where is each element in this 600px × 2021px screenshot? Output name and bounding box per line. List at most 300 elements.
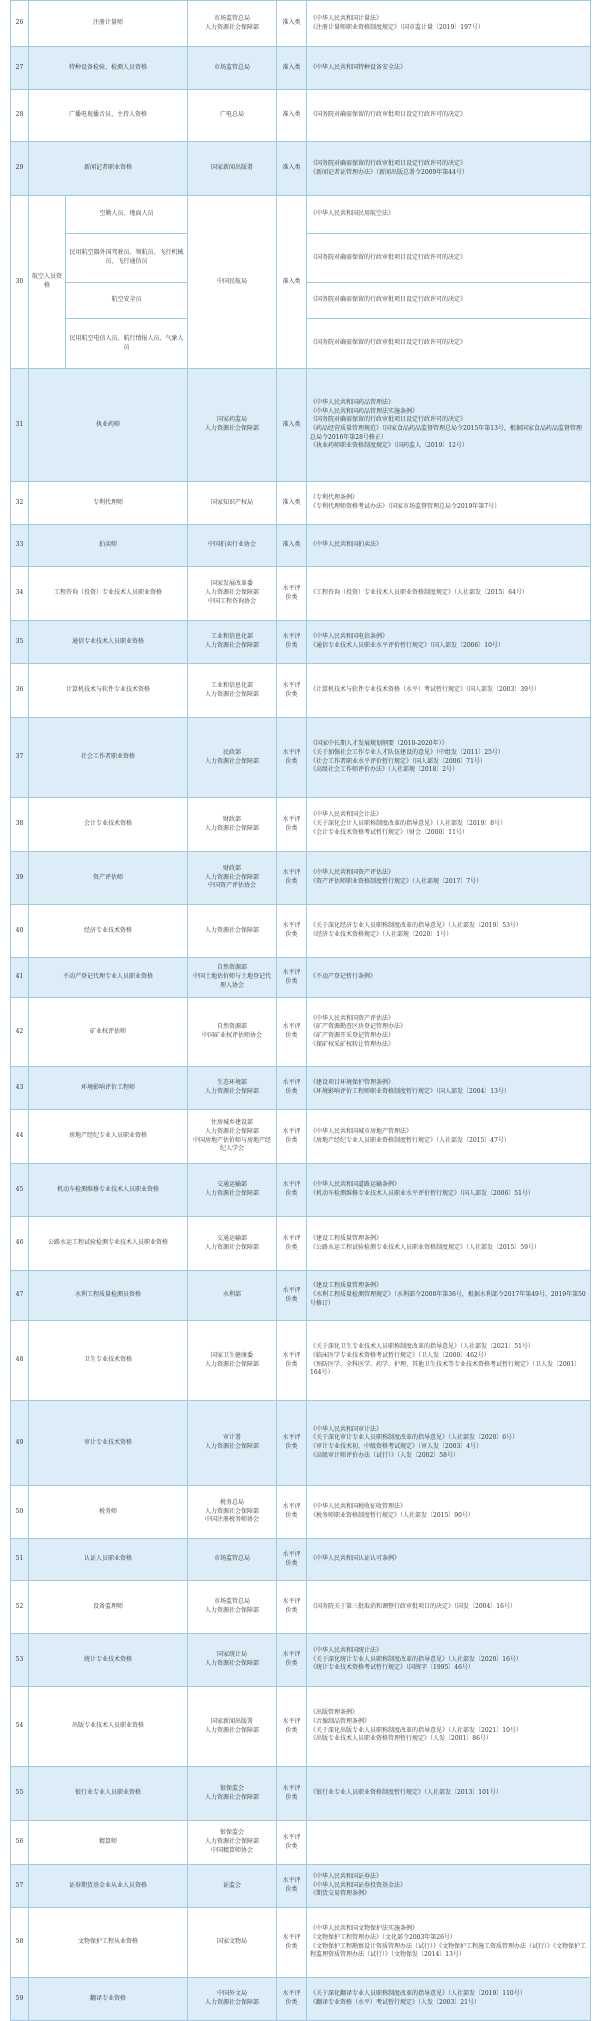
text-line: 《统计专业技术资格考试暂行规定》（国统字〔1995〕46号） xyxy=(310,1664,474,1672)
qualification-name: 证券期货基金业从业人员资格 xyxy=(29,1865,188,1908)
category: 水平评价类 xyxy=(277,1821,307,1865)
table-row xyxy=(11,621,591,664)
text-line: 财政部 xyxy=(223,864,242,872)
category: 水平评价类 xyxy=(277,1634,307,1687)
department xyxy=(188,1110,277,1164)
table-row xyxy=(11,1321,591,1401)
text-line: 《中华人民共和国药品管理法》 xyxy=(310,398,395,406)
department xyxy=(188,1,277,47)
text-line: 国家文物局 xyxy=(217,1938,248,1946)
department xyxy=(188,998,277,1067)
text-line: 银保监会 xyxy=(220,1829,245,1837)
text-line: 人力资源社会保障部 xyxy=(205,926,260,934)
department xyxy=(188,664,277,718)
legal-basis xyxy=(307,1978,591,2021)
text-line: 交通运输部 xyxy=(217,1234,248,1242)
text-line: 国家新闻出版署 xyxy=(211,1717,254,1725)
text-line: 中国注册税务师协会 xyxy=(205,1516,260,1524)
text-line: 人力资源社会保障部 xyxy=(205,1088,260,1095)
text-line: 《音像制品管理条例》 xyxy=(310,1717,371,1725)
category: 水平评价类 xyxy=(277,905,307,958)
department xyxy=(188,852,277,905)
qualification-name: 认证人员职业资格 xyxy=(29,1539,188,1581)
qualification-name: 公路水运工程试验检测专业技术人员职业资格 xyxy=(29,1217,188,1271)
legal-basis xyxy=(307,1,591,47)
row-number: 40 xyxy=(11,905,29,958)
text-line: 《国务院关于第三批取消和调整行政审批项目的决定》（国发〔2004〕16号） xyxy=(310,1602,516,1610)
table-row xyxy=(11,958,591,998)
legal-basis xyxy=(307,47,591,90)
department xyxy=(188,1321,277,1401)
legal-basis xyxy=(307,1821,591,1865)
text-line: 人力资源社会保障部 xyxy=(205,1243,260,1251)
qualification-name: 矿业权评估师 xyxy=(29,998,188,1067)
text-line: 《水利工程质量检测管理规定》（水利部令2008年第36号，根据水利部令2017年第49号、2019年第50号修订） xyxy=(310,1291,586,1307)
department xyxy=(188,142,277,196)
row-number: 57 xyxy=(11,1865,29,1908)
text-line: 《中华人民共和国统计法》 xyxy=(310,1646,383,1654)
department xyxy=(188,1687,277,1767)
qualification-name: 机动车检测维修专业技术人员职业资格 xyxy=(29,1164,188,1217)
text-line: 《国务院对确需保留的行政审批项目设定行政许可的决定》 xyxy=(310,416,467,424)
legal-basis xyxy=(307,1067,591,1110)
qualification-name: 银行业专业人员职业资格 xyxy=(29,1767,188,1821)
text-line: 人力资源社会保障部 xyxy=(205,1127,260,1135)
department xyxy=(188,798,277,852)
sub-qualification-name: 民用航空电信人员、航行情报人员、气象人员 xyxy=(66,319,188,369)
legal-basis: 《国务院对确需保留的行政审批项目设定行政许可的决定》 xyxy=(307,283,591,319)
text-line: 人力资源社会保障部 xyxy=(205,23,260,31)
legal-basis xyxy=(307,567,591,621)
qualification-name: 资产评估师 xyxy=(29,852,188,905)
text-line: 《国家中长期人才发展规划纲要（2010-2020年）》 xyxy=(310,740,448,748)
text-line: 国家新闻出版署 xyxy=(211,164,254,172)
department xyxy=(188,482,277,525)
qualification-name: 执业药师 xyxy=(29,369,188,482)
text-line: 《会计专业技术资格考试暂行规定》（财会〔2000〕11号） xyxy=(310,828,468,836)
table-row xyxy=(11,1164,591,1217)
table-row xyxy=(11,664,591,718)
qualification-name: 出版专业技术人员职业资格 xyxy=(29,1687,188,1767)
department xyxy=(188,525,277,567)
qualification-name: 精算师 xyxy=(29,1821,188,1865)
text-line: 《中华人民共和国资产评估法》 xyxy=(310,869,395,877)
department xyxy=(188,718,277,798)
legal-basis xyxy=(307,1539,591,1581)
text-line: 中国精算师协会 xyxy=(211,1846,254,1854)
row-number: 43 xyxy=(11,1067,29,1110)
category: 水平评价类 xyxy=(277,1401,307,1486)
category: 水平评价类 xyxy=(277,1908,307,1978)
row-number: 51 xyxy=(11,1539,29,1581)
department xyxy=(188,47,277,90)
text-line: 人力资源社会保障部 xyxy=(205,1443,260,1450)
text-line: 市场监管总局 xyxy=(214,63,251,71)
text-line: 人力资源社会保障部 xyxy=(205,425,260,432)
text-line: 《关于加强社会工作专业人才队伍建设的意见》（中组发〔2011〕25号） xyxy=(310,748,504,756)
row-number: 30 xyxy=(11,196,29,369)
text-line: 《房地产经纪专业人员职业资格制度暂行规定》（人社部发〔2015〕47号） xyxy=(310,1136,510,1144)
row-number: 37 xyxy=(11,718,29,798)
text-line: 《中华人民共和国道路运输条例》 xyxy=(310,1181,401,1189)
text-line: 《国务院对确需保留的行政审批项目设定行政许可的决定》 xyxy=(310,159,467,167)
legal-basis xyxy=(307,621,591,664)
text-line: 《建设工程质量管理条例》 xyxy=(310,1282,383,1290)
text-line: 人力资源社会保障部 xyxy=(205,757,260,765)
category: 准入类 xyxy=(277,196,307,369)
text-line: 人力资源社会保障部 xyxy=(205,1726,260,1734)
text-line: 《审计专业技术初、中级资格考试规定》（审人发〔2003〕4号） xyxy=(310,1443,483,1450)
text-line: 《新闻记者证管理办法》（新闻出版总署令2009年第44号） xyxy=(310,168,468,176)
table-row xyxy=(11,142,591,196)
text-line: 《关于深化统计专业人员职称制度改革的指导意见》（人社部发〔2020〕16号） xyxy=(310,1655,522,1663)
row-number: 29 xyxy=(11,142,29,196)
table-row xyxy=(11,1978,591,2021)
text-line: 《关于深化审计专业人员职称制度改革的指导意见》（人社部发〔2020〕6号） xyxy=(310,1434,519,1442)
legal-basis xyxy=(307,1164,591,1217)
category: 准入类 xyxy=(277,90,307,142)
qualification-name: 注册计量师 xyxy=(29,1,188,47)
table-row xyxy=(11,1908,591,1978)
qualification-name: 文物保护工程从业资格 xyxy=(29,1908,188,1978)
table-row xyxy=(11,998,591,1067)
legal-basis: 《国务院对确需保留的行政审批项目设定行政许可的决定》 xyxy=(307,234,591,283)
text-line: 《翻译专业资格（水平）考试暂行规定》（人发〔2003〕21号） xyxy=(310,1999,480,2006)
table-row xyxy=(11,1401,591,1486)
row-number: 36 xyxy=(11,664,29,718)
category: 水平评价类 xyxy=(277,1581,307,1634)
text-line: 人力资源社会保障部 xyxy=(205,1607,260,1614)
text-line: 《中华人民共和国审计法》 xyxy=(310,1425,383,1433)
category: 水平评价类 xyxy=(277,1687,307,1767)
qualification-name: 不动产登记代理专业人员职业资格 xyxy=(29,958,188,998)
department xyxy=(188,1634,277,1687)
department xyxy=(188,1401,277,1486)
sub-qualification-name: 民用航空器外国驾驶员、领航员、飞行机械员、飞行通信员 xyxy=(66,234,188,283)
row-number: 45 xyxy=(11,1164,29,1217)
table-row xyxy=(11,852,591,905)
table-row xyxy=(11,1687,591,1767)
text-line: 《关于深化经济专业人员职称制度改革的指导意见》（人社部发〔2019〕53号） xyxy=(310,922,522,930)
table-row xyxy=(11,196,591,234)
text-line: 《中华人民共和国药品管理法实施条例》 xyxy=(310,407,419,415)
text-line: 《中华人民共和国文物保护法实施条例》 xyxy=(310,1925,419,1933)
legal-basis xyxy=(307,1634,591,1687)
text-line: 《中华人民共和国城市房地产管理法》 xyxy=(310,1127,413,1135)
department xyxy=(188,1978,277,2021)
qualification-name: 特种设备检验、检测人员资格 xyxy=(29,47,188,90)
text-line: 《临床医学专业技术资格考试暂行规定》（卫人发〔2000〕462号） xyxy=(310,1351,490,1359)
text-line: 市场监管总局 xyxy=(214,1598,251,1606)
category: 水平评价类 xyxy=(277,1217,307,1271)
category: 水平评价类 xyxy=(277,1539,307,1581)
row-number: 26 xyxy=(11,1,29,47)
text-line: 《经济专业技术资格规定》（人社部规〔2020〕1号） xyxy=(310,931,453,938)
text-line: 《专利代理师资格考试办法》（国家市场监督管理总局令2019年第7号） xyxy=(310,503,501,510)
category: 水平评价类 xyxy=(277,718,307,798)
category: 水平评价类 xyxy=(277,998,307,1067)
legal-basis xyxy=(307,958,591,998)
qualification-group: 航空人员资格 xyxy=(29,196,66,369)
text-line: 人力资源社会保障部 xyxy=(205,1999,260,2006)
text-line: 交通运输部 xyxy=(217,1181,248,1189)
department xyxy=(188,1821,277,1865)
table-body xyxy=(11,1,591,2021)
category: 准入类 xyxy=(277,47,307,90)
department xyxy=(188,90,277,142)
text-line: 《执业药师职业资格制度规定》（国药监人〔2019〕12号） xyxy=(310,442,468,450)
department xyxy=(188,958,277,998)
row-number: 55 xyxy=(11,1767,29,1821)
text-line: 人力资源社会保障部 xyxy=(205,1507,260,1515)
text-line: 水利部 xyxy=(223,1291,242,1299)
legal-basis xyxy=(307,1486,591,1539)
row-number: 58 xyxy=(11,1908,29,1978)
row-number: 50 xyxy=(11,1486,29,1539)
text-line: 住房城乡建设部 xyxy=(211,1119,254,1127)
qualification-name: 新闻记者职业资格 xyxy=(29,142,188,196)
text-line: 中国房地产估价师与房地产经纪人学会 xyxy=(193,1136,272,1153)
category: 水平评价类 xyxy=(277,958,307,998)
text-line: 《银行业专业人员职业资格制度暂行规定》（人社部发〔2013〕101号） xyxy=(310,1789,502,1797)
qualification-name: 税务师 xyxy=(29,1486,188,1539)
department: 中国民航局 xyxy=(188,196,277,369)
legal-basis xyxy=(307,1110,591,1164)
text-line: 人力资源社会保障部 xyxy=(205,589,260,597)
row-number: 49 xyxy=(11,1401,29,1486)
category: 准入类 xyxy=(277,142,307,196)
text-line: 人力资源社会保障部 xyxy=(205,824,260,832)
text-line: 《中华人民共和国会计法》 xyxy=(310,811,383,819)
department xyxy=(188,1767,277,1821)
table-row xyxy=(11,525,591,567)
table-row xyxy=(11,1581,591,1634)
department xyxy=(188,621,277,664)
text-line: 《中华人民共和国拍卖法》 xyxy=(310,541,383,549)
text-line: 《矿产资源勘查区块登记管理办法》 xyxy=(310,1023,407,1031)
category: 水平评价类 xyxy=(277,1321,307,1401)
text-line: 广电总局 xyxy=(220,111,245,119)
table-row xyxy=(11,482,591,525)
text-line: 银保监会 xyxy=(220,1784,245,1792)
text-line: 《高级审计师评价办法（试行）》（人发〔2002〕58号） xyxy=(310,1451,459,1459)
text-line: 《注册计量师职业资格制度规定》（国市监计量〔2019〕197号） xyxy=(310,23,484,31)
text-line: 国家发展改革委 xyxy=(211,580,254,588)
category: 水平评价类 xyxy=(277,798,307,852)
text-line: 《工程咨询（投资）专业技术人员职业资格制度规定》（人社部发〔2015〕64号） xyxy=(310,589,528,597)
sub-qualification-name: 空勤人员、地面人员 xyxy=(66,196,188,234)
text-line: 中国拍卖行业协会 xyxy=(208,541,257,549)
category: 水平评价类 xyxy=(277,1767,307,1821)
text-line: 《社会工作者职业水平评价暂行规定》（国人部发〔2006〕71号） xyxy=(310,757,486,765)
text-line: 《高级社会工作师评价办法》（人社部规〔2018〕2号） xyxy=(310,766,459,774)
table-row xyxy=(11,1634,591,1687)
text-line: 人力资源社会保障部 xyxy=(205,1360,260,1368)
qualification-name: 环境影响评价工程师 xyxy=(29,1067,188,1110)
category: 准入类 xyxy=(277,525,307,567)
text-line: 市场监管总局 xyxy=(214,14,251,22)
legal-basis xyxy=(307,525,591,567)
row-number: 54 xyxy=(11,1687,29,1767)
table-row xyxy=(11,1067,591,1110)
row-number: 46 xyxy=(11,1217,29,1271)
text-line: 《关于深化卫生专业技术人员职称制度改革的指导意见》（人社部发〔2021〕51号） xyxy=(310,1343,534,1351)
category: 水平评价类 xyxy=(277,621,307,664)
table-row xyxy=(11,47,591,90)
text-line: 《中华人民共和国证券法》 xyxy=(310,1872,383,1880)
text-line: 中国外文局 xyxy=(217,1990,248,1998)
qualification-name: 工程咨询（投资）专业技术人员职业资格 xyxy=(29,567,188,621)
department xyxy=(188,1486,277,1539)
text-line: 《关于深化出版专业人员职称制度改革的指导意见》（人社部发〔2021〕10号） xyxy=(310,1726,522,1734)
text-line: 国家药监局 xyxy=(217,416,248,424)
text-line: 人力资源社会保障部 xyxy=(205,642,260,649)
department xyxy=(188,1164,277,1217)
text-line: 审计署 xyxy=(223,1434,242,1442)
text-line: 市场监管总局 xyxy=(214,1555,251,1563)
category: 水平评价类 xyxy=(277,567,307,621)
text-line: 《建设项目环境保护管理条例》 xyxy=(310,1079,395,1087)
table-row xyxy=(11,798,591,852)
row-number: 42 xyxy=(11,998,29,1067)
department xyxy=(188,1908,277,1978)
legal-basis xyxy=(307,1321,591,1401)
legal-basis: 《中华人民共和国民用航空法》 xyxy=(307,196,591,234)
table-row xyxy=(11,1767,591,1821)
category: 水平评价类 xyxy=(277,1271,307,1321)
qualification-name: 拍卖师 xyxy=(29,525,188,567)
row-number: 31 xyxy=(11,369,29,482)
table-row xyxy=(11,567,591,621)
row-number: 44 xyxy=(11,1110,29,1164)
text-line: 《不动产登记暂行条例》 xyxy=(310,973,377,981)
qualification-name: 审计专业技术资格 xyxy=(29,1401,188,1486)
text-line: 《文物保护工程勘察设计资质管理办法（试行）》《文物保护工程施工资质管理办法（试行）》《文物保护工程监理资质管理办法（试行）》（文物保发〔2014〕13号） xyxy=(310,1942,587,1959)
text-line: 《建设工程质量管理条例》 xyxy=(310,1234,383,1242)
text-line: 《药品经营质量管理规范》（国家食品药品监督管理总局令2015年第13号，根据国家食品药品监督管理总局令2016年第28号修正） xyxy=(310,425,582,441)
legal-basis xyxy=(307,1271,591,1321)
text-line: 税务总局 xyxy=(220,1498,245,1506)
text-line: 《关于深化翻译专业人员职称制度改革的指导意见》（人社部发〔2019〕110号） xyxy=(310,1990,526,1998)
text-line: 《文物保护工程管理办法》（文化部令2003年第26号） xyxy=(310,1933,456,1941)
qualification-name: 房地产经纪专业人员职业资格 xyxy=(29,1110,188,1164)
text-line: 自然资源部 xyxy=(217,1023,248,1031)
department xyxy=(188,905,277,958)
legal-basis xyxy=(307,1581,591,1634)
text-line: 证监会 xyxy=(223,1881,242,1889)
row-number: 52 xyxy=(11,1581,29,1634)
text-line: 《中华人民共和国资产评估法》 xyxy=(310,1014,395,1022)
row-number: 41 xyxy=(11,958,29,998)
row-number: 32 xyxy=(11,482,29,525)
category: 水平评价类 xyxy=(277,852,307,905)
qualification-name: 统计专业技术资格 xyxy=(29,1634,188,1687)
legal-basis xyxy=(307,798,591,852)
table-row xyxy=(11,905,591,958)
text-line: 财政部 xyxy=(223,815,242,823)
legal-basis xyxy=(307,1401,591,1486)
text-line: 人力资源社会保障部 xyxy=(205,1660,260,1667)
text-line: 工业和信息化部 xyxy=(211,633,254,641)
category: 水平评价类 xyxy=(277,1486,307,1539)
qualification-name: 翻译专业资格 xyxy=(29,1978,188,2021)
row-number: 59 xyxy=(11,1978,29,2021)
department xyxy=(188,1217,277,1271)
legal-basis xyxy=(307,90,591,142)
qualification-name: 广播电视播音员、主持人资格 xyxy=(29,90,188,142)
text-line: 《出版管理条例》 xyxy=(310,1709,359,1717)
text-line: 中国土地估价师与土地登记代理人协会 xyxy=(193,973,272,989)
text-line: 《通信专业技术人员职业水平评价暂行规定》（国人部发〔2006〕10号） xyxy=(310,642,504,649)
category: 水平评价类 xyxy=(277,664,307,718)
category: 准入类 xyxy=(277,369,307,482)
legal-basis xyxy=(307,142,591,196)
text-line: 《专利代理条例》 xyxy=(310,494,359,502)
department xyxy=(188,1539,277,1581)
category: 水平评价类 xyxy=(277,1865,307,1908)
text-line: 中国资产评估协会 xyxy=(208,882,257,890)
text-line: 《公路水运工程试验检测专业技术人员职业资格制度规定》（人社部发〔2015〕59号） xyxy=(310,1243,540,1251)
text-line: 《预防医学、全科医学、药学、护理、其他卫生技术等专业技术资格考试暂行规定》（卫人发〔2001〕164号） xyxy=(310,1360,581,1377)
text-line: 《环境影响评价工程师职业资格制度暂行规定》（国人部发〔2004〕13号） xyxy=(310,1088,510,1095)
table-row xyxy=(11,369,591,482)
qualification-name: 专利代理师 xyxy=(29,482,188,525)
row-number: 48 xyxy=(11,1321,29,1401)
legal-basis xyxy=(307,664,591,718)
text-line: 中国矿业权评估师协会 xyxy=(202,1032,263,1039)
legal-basis xyxy=(307,369,591,482)
legal-basis xyxy=(307,905,591,958)
row-number: 56 xyxy=(11,1821,29,1865)
category: 准入类 xyxy=(277,1,307,47)
table-row xyxy=(11,1821,591,1865)
text-line: 《中华人民共和国认证认可条例》 xyxy=(310,1555,401,1563)
row-number: 39 xyxy=(11,852,29,905)
department xyxy=(188,1581,277,1634)
table-row xyxy=(11,1539,591,1581)
department xyxy=(188,1865,277,1908)
qualification-table xyxy=(10,0,591,2021)
text-line: 工业和信息化部 xyxy=(211,681,254,689)
legal-basis xyxy=(307,1767,591,1821)
department xyxy=(188,1271,277,1321)
text-line: 《期货交易管理条例》 xyxy=(310,1890,371,1898)
legal-basis: 《国务院对确需保留的行政审批项目设定行政许可的决定》 xyxy=(307,319,591,369)
category: 水平评价类 xyxy=(277,1978,307,2021)
row-number: 35 xyxy=(11,621,29,664)
text-line: 《资产评估师职业资格制度暂行规定》（人社部规〔2017〕7号） xyxy=(310,878,483,885)
text-line: 《中华人民共和国电信条例》 xyxy=(310,633,389,641)
text-line: 《税务师职业资格制度暂行规定》（人社部发〔2015〕90号） xyxy=(310,1512,474,1519)
row-number: 34 xyxy=(11,567,29,621)
text-line: 《机动车检测维修专业技术人员职业水平评价暂行规定》（国人部发〔2006〕51号） xyxy=(310,1190,534,1197)
text-line: 人力资源社会保障部 xyxy=(205,1190,260,1197)
qualification-name: 经济专业技术资格 xyxy=(29,905,188,958)
text-line: 人力资源社会保障部 xyxy=(205,873,260,881)
text-line: 《关于深化会计人员职称制度改革的指导意见》（人社部发〔2019〕8号） xyxy=(310,820,507,828)
text-line: 中国工程咨询协会 xyxy=(208,597,257,605)
qualification-name: 水利工程质量检测员资格 xyxy=(29,1271,188,1321)
category: 准入类 xyxy=(277,482,307,525)
legal-basis xyxy=(307,1687,591,1767)
row-number: 27 xyxy=(11,47,29,90)
legal-basis xyxy=(307,718,591,798)
table-row xyxy=(11,1110,591,1164)
category: 水平评价类 xyxy=(277,1110,307,1164)
sub-qualification-name: 航空安全员 xyxy=(66,283,188,319)
qualification-name: 卫生专业技术资格 xyxy=(29,1321,188,1401)
text-line: 人力资源社会保障部 xyxy=(205,690,260,698)
